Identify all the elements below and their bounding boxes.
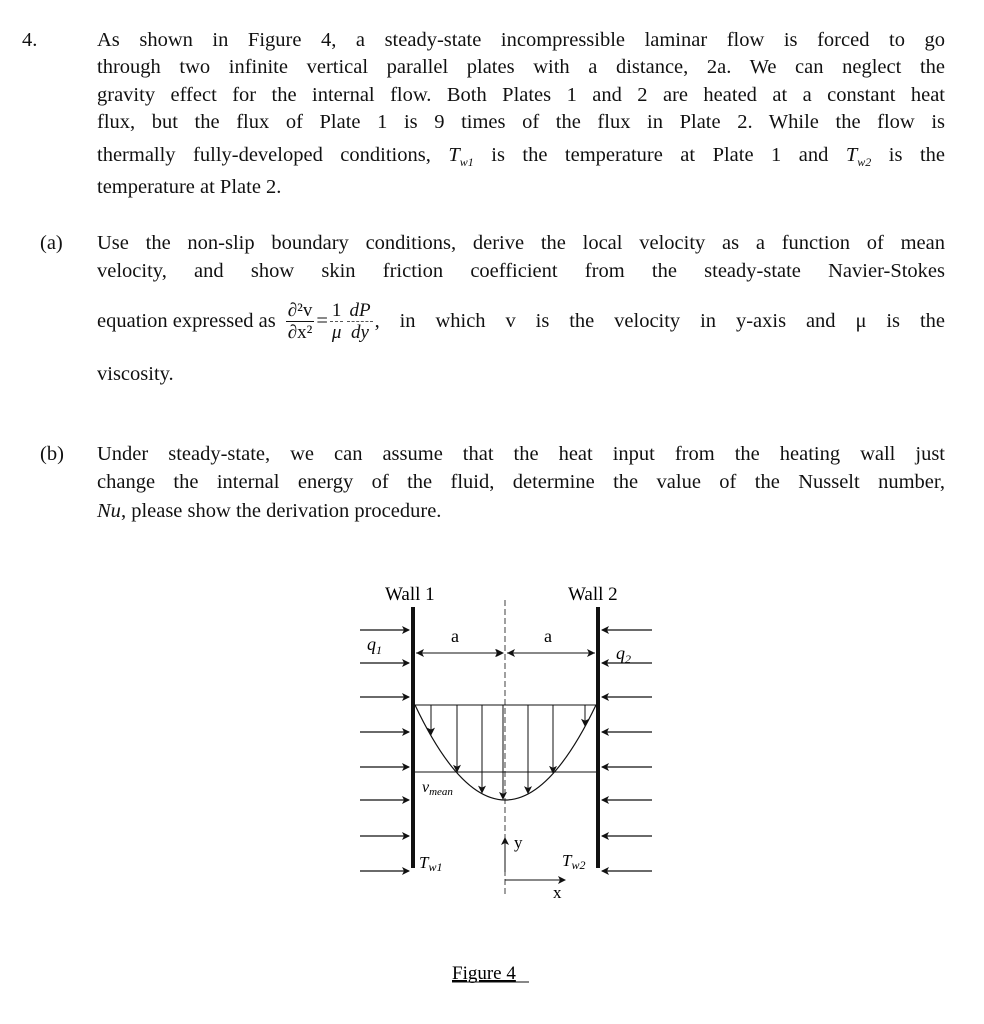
question-line-3: gravity effect for the internal flow. Both Plates 1 and 2 are heated at a constant heat (97, 84, 945, 106)
lhs-fraction: $\frac{\text{∂²v}}{\text{∂x²}}$ (287, 299, 313, 343)
text: is the temperature at Plate 1 and (491, 144, 829, 166)
tw2-label: Tw2 (562, 851, 586, 872)
vmean-label: vmean (422, 779, 453, 798)
part-a-line-1: Use the non-slip boundary conditions, derive the local velocity as a function of mean (97, 232, 945, 254)
text: is the (888, 144, 945, 166)
part-a-line-2: velocity, and show skin friction coefficient from the steady-state Navier-Stokes (97, 260, 945, 282)
part-b-line-2: change the internal energy of the fluid, determine the value of the Nusselt number, (97, 471, 945, 493)
dim-right-label: a (544, 626, 552, 646)
part-b-label: (b) (40, 443, 64, 465)
tw2-symbol: $T_{w2}$ (845, 144, 872, 170)
text: , in which v is the velocity in y-axis and μ is the (374, 309, 945, 332)
wall-2-label: Wall 2 (568, 584, 618, 605)
heat-flux-arrows (360, 630, 652, 871)
x-axis-label: x (553, 883, 562, 902)
question-line-2: through two infinite vertical parallel plates with a distance, 2a. We can neglect the (97, 56, 945, 78)
q1-label: $q_1$ (367, 634, 382, 657)
question-line-4: flux, but the flux of Plate 1 is 9 times of the flux in Plate 2. While the flow is (97, 111, 945, 133)
question-number: 4. (22, 29, 38, 51)
part-a-line-last: viscosity. (97, 363, 174, 385)
tw1-label: Tw1 (419, 853, 443, 874)
equals: = (316, 309, 328, 332)
question-line-6: temperature at Plate 2. (97, 176, 282, 198)
rhs-fraction-1: $\frac{1}{\mu}$ (331, 299, 342, 343)
velocity-arrows (431, 705, 585, 799)
tw1-symbol: $T_{w1}$ (448, 144, 474, 170)
y-axis-label: y (514, 833, 523, 852)
part-a-label: (a) (40, 232, 63, 254)
question-line-1: As shown in Figure 4, a steady-state incompressible laminar flow is forced to go (97, 29, 945, 51)
dim-left-label: a (451, 626, 459, 646)
q2-label: $q_2$ (616, 643, 631, 666)
wall-1-label: Wall 1 (385, 584, 435, 605)
part-b-line-3: Nu, please show the derivation procedure. (97, 500, 442, 522)
part-b-line-1: Under steady-state, we can assume that the heat input from the heating wall just (97, 443, 945, 465)
rhs-fraction-2: $\frac{dP}{dy}$ (349, 299, 371, 343)
figure-caption: Figure 4 (452, 963, 516, 984)
text: equation expressed as (97, 309, 276, 332)
text: thermally fully-developed conditions, (97, 144, 431, 166)
